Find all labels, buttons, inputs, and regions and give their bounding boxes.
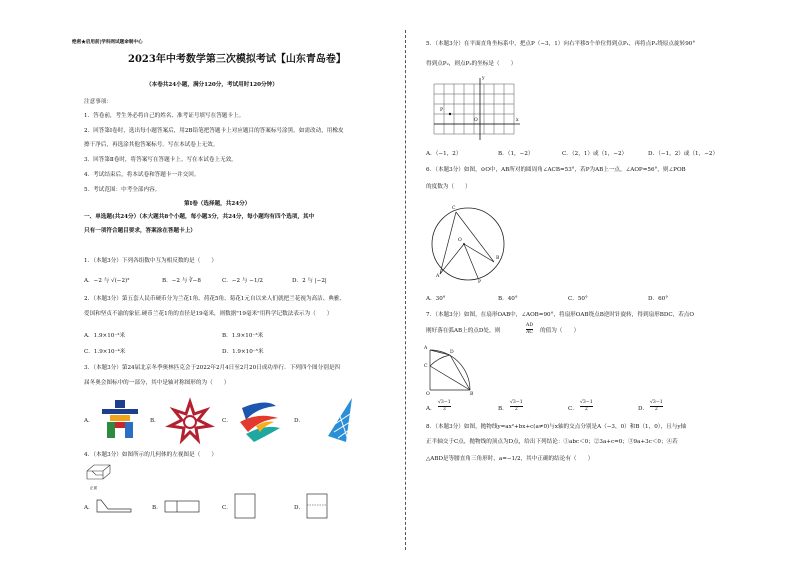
q7-option-b <box>510 400 523 413</box>
q1-option-b: B．−2 与 ∛−8 <box>162 278 201 284</box>
q7-option-d <box>650 400 663 413</box>
q2-option-b: B．1.9×10⁻³米 <box>222 333 264 339</box>
q7-option-d-den: 2 <box>654 407 658 412</box>
q5-option-a: A．（−1，2） <box>426 151 462 157</box>
exam-subtitle: （本卷共24小题，满分120分，考试用时120分钟） <box>146 82 278 88</box>
q1-option-a: A．−2 与 √(−2)² <box>84 278 130 284</box>
q5-option-d: D．（−1，2）或（1，−2） <box>648 151 719 157</box>
q3-stem: 3．（本题3分）第24届北京冬季奥林匹克会于2022年2月4日至2月20日成功举行．下列四个图分别是四 <box>84 365 341 371</box>
q6-point-o-label: O <box>458 238 462 243</box>
column-divider <box>405 30 406 550</box>
q3-stem: 届冬奥会图标中的一部分，其中是轴对称图形的为（ ） <box>84 380 230 386</box>
q4-option-d: D． <box>294 505 305 511</box>
note-item: 4．考试结束后，将本试卷和答题卡一并交回。 <box>84 172 200 178</box>
page-title: 2023年中考数学第三次模拟考试【山东青岛卷】 <box>128 54 346 65</box>
q3-emblem-b-icon <box>166 398 214 444</box>
watermark-text: 绝密★启用前|学科网试题命制中心 <box>72 40 143 45</box>
q2-stem: 2．（本题3分）第五套人民币硬币分为兰花1角、荷花5角、菊花1元自以来人们就把兰花视为高洁、典雅、 <box>84 296 346 302</box>
q7-stem: 刚好落在弧AB上的点D处，则 <box>426 328 501 334</box>
q7-option-a <box>438 400 451 413</box>
q4-view-a-icon <box>96 499 132 513</box>
q7-fraction-denominator: AC <box>526 330 533 335</box>
q3-emblem-d-icon <box>326 396 358 444</box>
q7-point-d-label: D <box>450 350 454 355</box>
q6-point-c-label: C <box>452 206 456 211</box>
q6-circle-figure <box>428 200 508 288</box>
q1-option-d: D．2 与 |−2| <box>292 278 327 284</box>
section-intro: 一、单选题(共24分）（本大题共8个小题，每小题3分，共24分，每小题均有四个选项，其中 <box>84 214 315 220</box>
note-item: 2．回答第Ⅰ卷时，选出每小题答案后，用2B铅笔把答题卡上对应题目的答案标号涂黑。如需改动，用橡皮 <box>84 128 344 134</box>
q3-emblem-c-icon <box>236 398 282 444</box>
q7-option-d-letter: D． <box>638 406 649 412</box>
section-title: 第Ⅰ卷（选择题，共24分） <box>184 201 251 207</box>
q2-stem: 爱国和坚贞不渝的象征.硬币兰花1角的直径是19毫米，则数据"19毫米"用科学记数法表示为（ ） <box>84 311 333 317</box>
q3-option-c: C． <box>222 418 232 424</box>
q4-view-b-icon <box>164 500 200 513</box>
q4-option-c: C． <box>222 505 232 511</box>
q8-stem: △ABD是等腰直角三角形时，a=−1/2，其中正确的结论有（ ） <box>426 456 594 462</box>
q6-option-d: D．60° <box>648 296 668 302</box>
q5-point-p-label: P <box>440 108 444 113</box>
q5-grid-figure <box>434 76 524 142</box>
q7-option-c <box>580 400 593 413</box>
q6-option-c: C．50° <box>568 296 588 302</box>
q7-option-c-num: √3−1 <box>580 400 593 405</box>
q7-option-b-letter: B． <box>498 406 508 412</box>
q4-option-b: B． <box>152 505 162 511</box>
q5-stem: 得到点P₂，则点P₂的坐标是（ ） <box>426 61 517 67</box>
q3-emblem-a-icon <box>98 400 144 444</box>
q7-option-c-letter: C． <box>568 406 578 412</box>
q7-stem: 7．（本题3分）如图，在扇形OAB中，∠AOB=90°，将扇形OAB绕点B逆时针旋转，得到扇形BDC，若点O <box>426 312 694 318</box>
q7-option-a-den: 3 <box>442 407 446 412</box>
q1-option-c: C．−2 与 −1/2 <box>222 278 263 284</box>
note-item: 1．答卷前，考生务必将自己的姓名、准考证号填写在答题卡上。 <box>84 113 245 119</box>
q5-y-label: y <box>482 76 485 81</box>
q8-stem: 8．（本题3分）如图，抛物线y=ax²+bx+c(a≠0)与x轴的交点分别是A（−3，0）和B（1，0），且与y轴 <box>426 424 687 430</box>
q4-front-label: 正面 <box>90 486 98 490</box>
q7-fraction <box>526 323 533 336</box>
q5-stem: 5．（本题3分）在平面直角坐标系中，把点P（−3，1）向右平移5个单位得到点P₁，再将点P₁绕原点旋转90° <box>426 41 696 47</box>
notes-heading: 注意事项： <box>84 99 112 105</box>
q6-option-a: A．30° <box>426 296 446 302</box>
note-item: 擦干净后，再选涂其他答案标号。写在本试卷上无效。 <box>84 142 219 148</box>
q2-option-c: C．1.9×10⁻⁴米 <box>84 349 126 355</box>
q7-option-b-num: √3−1 <box>510 400 523 405</box>
q6-stem: 6．（本题3分）如图，⊙O中，AB所对的圆周角∠ACB=53°，若P为AB上一点，∠AOP=56°，则∠POB <box>426 167 686 173</box>
q7-option-b-den: 2 <box>514 407 518 412</box>
q4-stem: 4．（本题3分）如图所示的几何体的左视图是（ ） <box>84 452 217 458</box>
q3-option-a: A． <box>84 418 94 424</box>
q8-stem: 正半轴交于C点，抛物线的顶点为D点，给出下列结论：①abc＜0；②3a+c=0；③9a+3c＜0；④若 <box>426 439 678 445</box>
q7-option-a-num: √3−1 <box>438 400 451 405</box>
q7-option-d-num: √3−1 <box>650 400 663 405</box>
q4-view-c-icon <box>234 493 256 519</box>
q2-option-d: D．1.9×10⁻⁵米 <box>222 349 264 355</box>
q7-stem-end: 的值为（ ） <box>540 328 580 334</box>
q5-x-label: x <box>516 118 519 123</box>
q6-point-b-label: B <box>496 256 500 261</box>
note-item: 3．回答第Ⅱ卷时，将答案写在答题卡上。写在本试卷上无效。 <box>84 157 237 163</box>
q7-point-a-label: A <box>424 346 428 351</box>
q7-point-c-label: C <box>424 364 428 369</box>
q7-point-o-label: O <box>426 392 430 397</box>
q6-stem: 的度数为（ ） <box>426 184 471 190</box>
q4-option-a: A． <box>84 505 94 511</box>
q5-option-c: C．（2，1）或（1，−2） <box>562 151 628 157</box>
q6-point-a-label: A <box>436 274 440 279</box>
q5-option-b: B．（1，−2） <box>498 151 534 157</box>
q4-view-d-icon <box>306 493 328 519</box>
q7-fraction-numerator: AD <box>526 323 534 328</box>
q3-option-d: D． <box>294 418 305 424</box>
q4-solid-figure-icon <box>86 463 112 483</box>
q7-option-c-den: 2 <box>584 407 588 412</box>
section-intro: 只有一项符合题目要求，答案涂在答题卡上） <box>84 228 196 234</box>
q7-sector-figure <box>426 342 482 392</box>
q6-point-p-label: P <box>478 280 482 285</box>
q6-option-b: B．40° <box>498 296 518 302</box>
q2-option-a: A．1.9×10⁻²米 <box>84 333 126 339</box>
q5-origin-label: O <box>474 118 478 123</box>
q3-option-b: B． <box>150 418 160 424</box>
q7-option-a-letter: A． <box>426 406 436 412</box>
note-item: 5．考试范围：中考全部内容。 <box>84 187 161 193</box>
q1-stem: 1．（本题3分）下列各组数中互为相反数的是（ ） <box>84 258 217 264</box>
q7-point-b-label: B <box>470 392 474 397</box>
